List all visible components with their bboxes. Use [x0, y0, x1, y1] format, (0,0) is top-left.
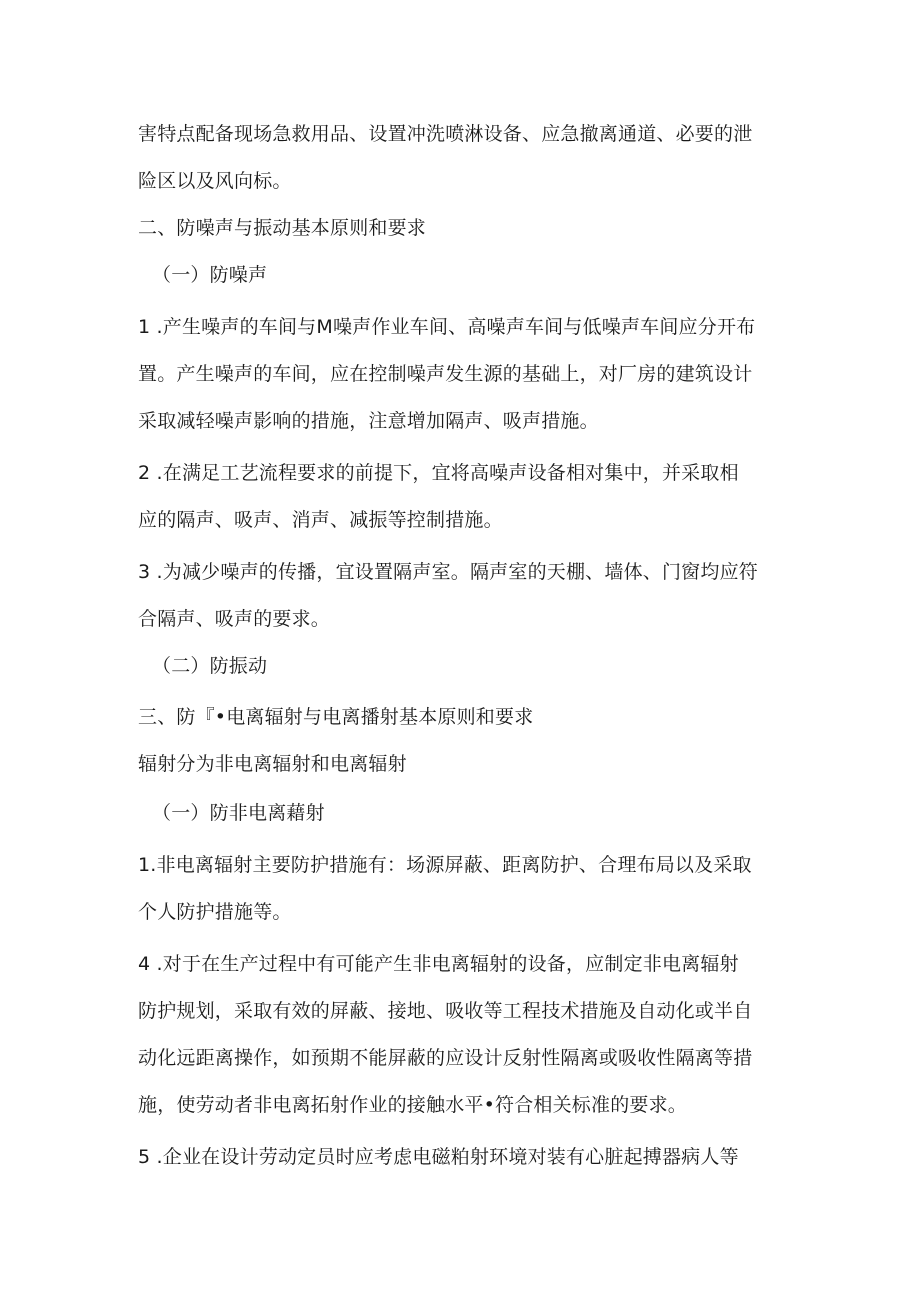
text-line: 3 .为减少噪声的传播，宜设置隔声室。隔声室的天棚、墙体、门窗均应符: [138, 561, 758, 583]
subsection-heading: （二）防振动: [152, 655, 268, 677]
section-heading: 三、防『•电离辐射与电离播射基本原则和要求: [138, 706, 534, 728]
text-line: 4 .对于在生产过程中有可能产生非电离辐射的设备，应制定非电离辐射: [138, 953, 739, 975]
subsection-heading: （一）防噪声: [152, 264, 268, 286]
text-line: 险区以及风向标。: [138, 170, 292, 192]
text-line: 防护规划，采取有效的屏蔽、接地、吸收等工程技术措施及自动化或半自: [138, 1000, 753, 1022]
text-line: 害特点配备现场急救用品、设置冲洗喷淋设备、应急撤离通道、必要的泄: [138, 123, 753, 145]
text-line: 2 .在满足工艺流程要求的前提下，宜将高噪声设备相对集中，并采取相: [138, 462, 739, 484]
text-line: 应的隔声、吸声、消声、减振等控制措施。: [138, 509, 503, 531]
text-line: 1 .产生噪声的车间与M噪声作业车间、高噪声车间与低噪声车间应分开布: [138, 316, 756, 338]
text-line: 采取减轻噪声影响的措施，注意增加隔声、吸声措施。: [138, 410, 599, 432]
text-line: 施，使劳动者非电离拓射作业的接触水平•符合相关标准的要求。: [138, 1094, 688, 1116]
text-line: 个人防护措施等。: [138, 901, 292, 923]
section-heading: 二、防噪声与振动基本原则和要求: [138, 217, 427, 239]
subsection-heading: （一）防非电离藉射: [152, 802, 325, 824]
text-line: 5 .企业在设计劳动定员时应考虑电磁粕射环境对装有心脏起搏器病人等: [138, 1146, 739, 1168]
text-line: 置。产生噪声的车间，应在控制噪声发生源的基础上，对厂房的建筑设计: [138, 363, 753, 385]
text-line: 辐射分为非电离辐射和电离辐射: [138, 753, 407, 775]
text-line: 合隔声、吸声的要求。: [138, 608, 331, 630]
text-line: 动化远距离操作，如预期不能屏蔽的应设计反射性隔离或吸收性隔离等措: [138, 1047, 753, 1069]
text-line: 1.非电离辐射主要防护措施有：场源屏蔽、距离防护、合理布局以及采取: [138, 854, 752, 876]
